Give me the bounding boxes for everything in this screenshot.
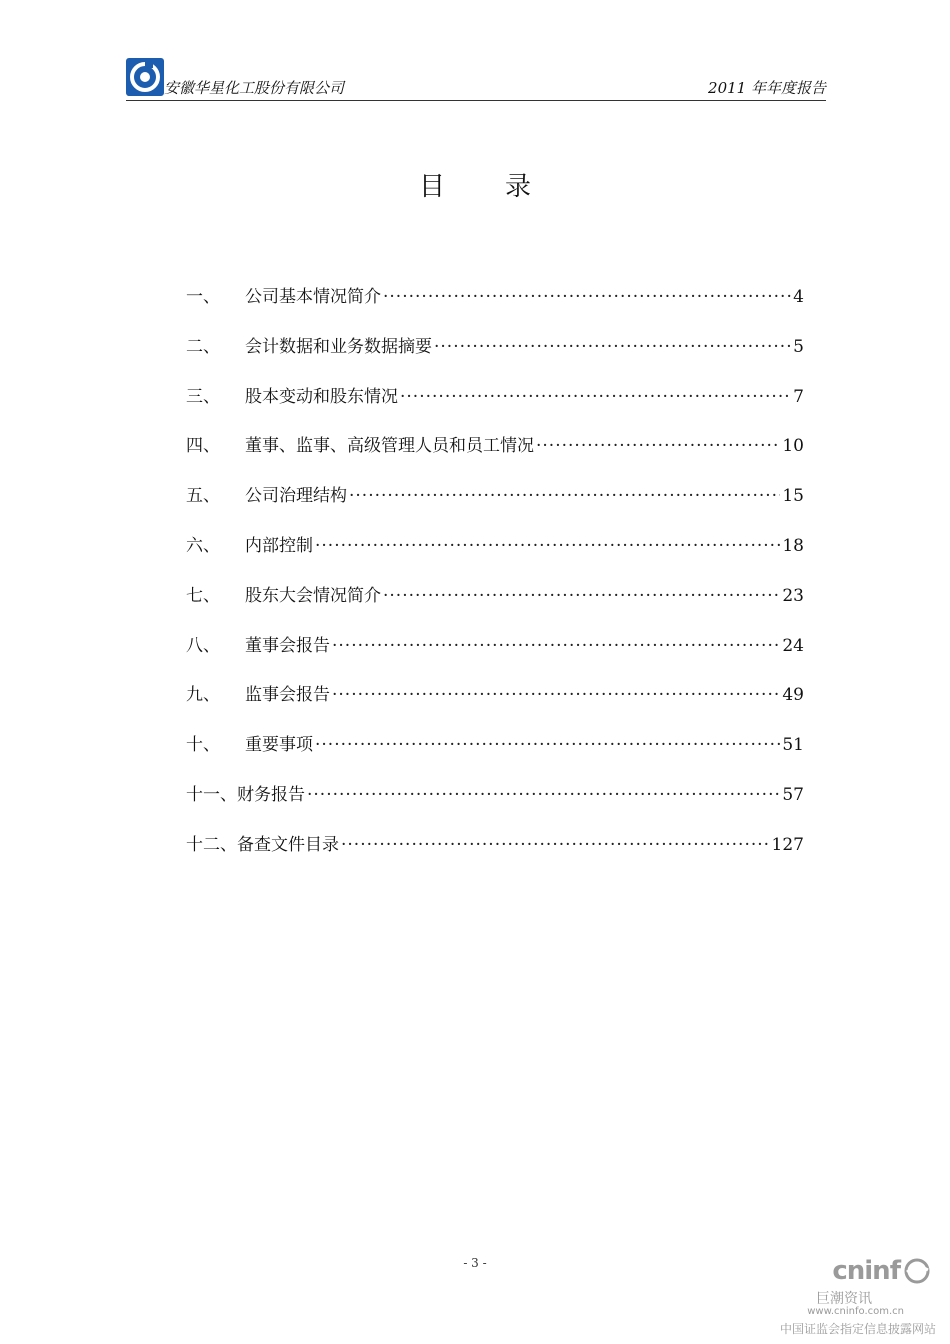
toc-leader-dots	[315, 732, 780, 758]
company-logo-icon	[126, 58, 164, 96]
toc-item-label: 董事会报告	[245, 635, 330, 656]
toc-leader-dots	[332, 633, 780, 659]
toc-leader-dots	[383, 284, 791, 310]
toc-item-page: 4	[793, 287, 804, 307]
toc-item[interactable]	[186, 284, 804, 334]
toc-item-label: 董事、监事、高级管理人员和员工情况	[245, 436, 534, 457]
toc-item-number: 一、	[186, 287, 220, 307]
toc-item-page: 57	[782, 784, 804, 805]
toc-heading-left: 目	[418, 172, 445, 202]
watermark-url: www.cninfo.com.cn	[807, 1306, 904, 1317]
toc-leader-dots	[434, 334, 791, 360]
toc-item-page: 10	[782, 436, 804, 457]
toc-item[interactable]	[186, 782, 804, 832]
toc-item-label: 公司治理结构	[245, 486, 347, 507]
toc-item-page: 23	[782, 585, 804, 606]
toc-item[interactable]	[186, 682, 804, 732]
toc-item-label: 财务报告	[237, 784, 305, 805]
toc-leader-dots	[341, 832, 770, 858]
toc-item-page: 51	[782, 735, 804, 756]
toc-item[interactable]	[186, 732, 804, 782]
toc-item[interactable]	[186, 583, 804, 633]
toc-item-number: 五、	[186, 486, 220, 507]
toc-item-number: 二、	[186, 336, 220, 357]
toc-item-number: 六、	[186, 535, 220, 556]
toc-item-label: 备查文件目录	[237, 834, 339, 855]
toc-item-page: 49	[782, 685, 804, 706]
toc-item-label: 监事会报告	[245, 685, 330, 706]
toc-item[interactable]	[186, 832, 804, 882]
toc-item[interactable]	[186, 433, 804, 483]
report-title: 2011 年年度报告	[708, 79, 826, 97]
toc-item-label: 重要事项	[245, 735, 313, 756]
toc-leader-dots	[349, 483, 780, 509]
toc-item-number: 九、	[186, 685, 220, 706]
swoosh-icon	[902, 1258, 932, 1284]
toc-item-page: 24	[782, 635, 804, 656]
watermark-tagline: 中国证监会指定信息披露网站	[779, 1322, 936, 1336]
toc-item[interactable]	[186, 633, 804, 683]
toc-item-label: 会计数据和业务数据摘要	[245, 336, 432, 357]
toc-leader-dots	[536, 433, 780, 459]
page-number: - 3 -	[463, 1256, 487, 1270]
toc-item-page: 127	[771, 834, 804, 855]
toc-item-number: 十一、	[186, 784, 237, 805]
toc-leader-dots	[383, 583, 780, 609]
toc-item-page: 15	[782, 486, 804, 507]
watermark-cn-name: 巨潮资讯	[816, 1291, 872, 1307]
toc-leader-dots	[315, 533, 780, 559]
toc-leader-dots	[332, 682, 780, 708]
toc-item-number: 三、	[186, 386, 220, 407]
toc-leader-dots	[400, 384, 791, 410]
toc-item-page: 7	[793, 386, 804, 407]
toc-heading-right: 录	[505, 172, 532, 202]
toc-item-page: 18	[782, 535, 804, 556]
table-of-contents	[186, 284, 804, 882]
toc-leader-dots	[307, 782, 780, 808]
toc-item-label: 股东大会情况简介	[245, 585, 381, 606]
toc-item-number: 四、	[186, 436, 220, 457]
toc-item[interactable]	[186, 384, 804, 434]
toc-item-label: 内部控制	[245, 535, 313, 556]
cninfo-watermark	[766, 1254, 936, 1338]
toc-item-page: 5	[793, 336, 804, 357]
watermark-logo-text: cninf	[832, 1256, 900, 1286]
toc-item-number: 七、	[186, 585, 220, 606]
toc-item-number: 八、	[186, 635, 220, 656]
toc-item[interactable]	[186, 483, 804, 533]
toc-item-label: 股本变动和股东情况	[245, 386, 398, 407]
toc-item[interactable]	[186, 533, 804, 583]
toc-item-number: 十二、	[186, 834, 237, 855]
toc-item-number: 十、	[186, 735, 220, 756]
company-name: 安徽华星化工股份有限公司	[164, 79, 345, 97]
toc-heading	[0, 166, 950, 203]
page-header	[126, 58, 826, 101]
toc-item[interactable]	[186, 334, 804, 384]
toc-item-label: 公司基本情况简介	[245, 287, 381, 307]
